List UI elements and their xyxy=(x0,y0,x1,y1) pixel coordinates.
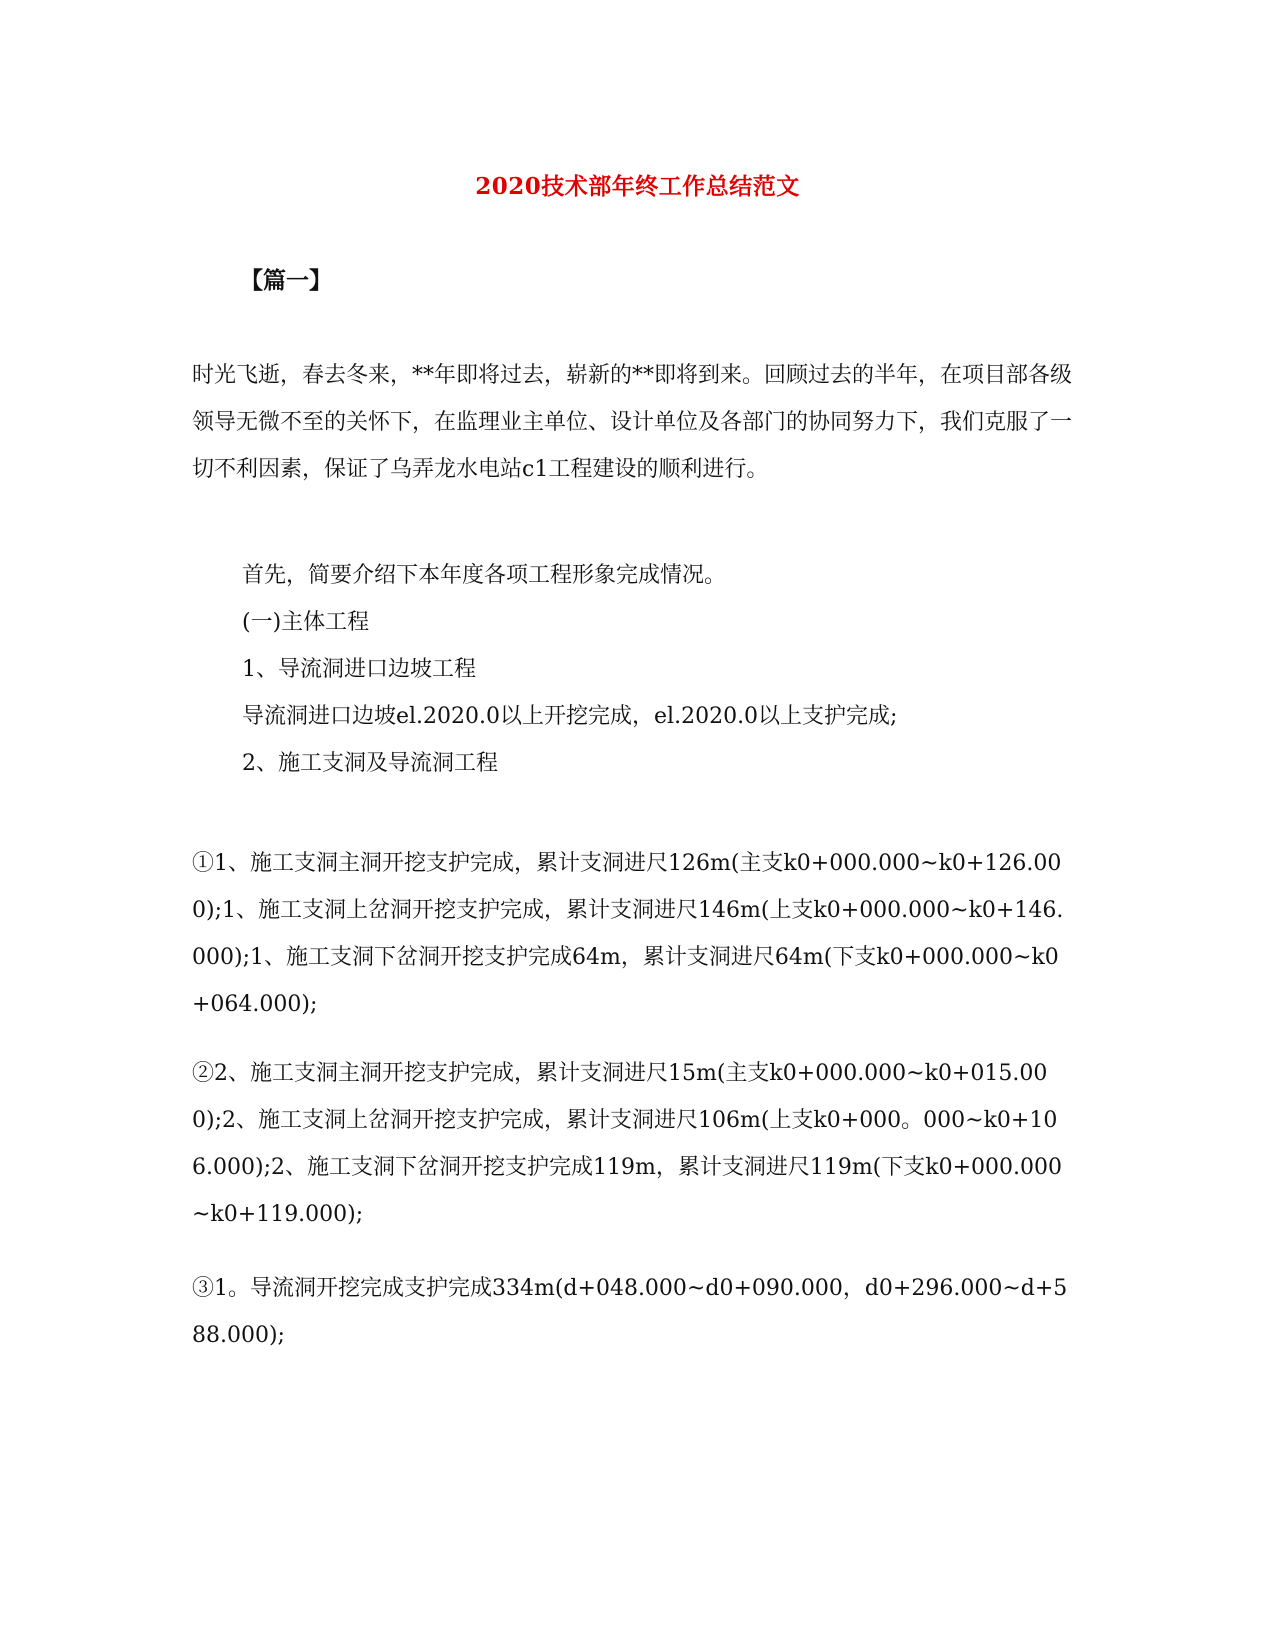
progress-item-3: ③1。导流洞开挖完成支护完成334m(d+048.000~d0+090.000，d0+296.000~d+588.000); xyxy=(192,1276,1068,1348)
inlet-slope-status: 导流洞进口边坡el.2020.0以上开挖完成，el.2020.0以上支护完成; xyxy=(242,704,898,729)
subsection-heading-tunnels: 2、施工支洞及导流洞工程 xyxy=(242,751,498,776)
document-title: 2020技术部年终工作总结范文 xyxy=(475,173,800,200)
progress-item-1: ①1、施工支洞主洞开挖支护完成，累计支洞进尺126m(主支k0+000.000~k0+126.000);1、施工支洞上岔洞开挖支护完成，累计支洞进尺146m(上支k0+000.000~k0+146.000);1、施工支洞下岔洞开挖支护完成64m，累计支洞进尺64m(下支k0+000.000~k0+064.000); xyxy=(192,851,1064,1017)
intro-paragraph: 时光飞逝，春去冬来，**年即将过去，崭新的**即将到来。回顾过去的半年，在项目部各级领导无微不至的关怀下，在监理业主单位、设计单位及各部门的协同努力下，我们克服了一切不利因素，保证了乌弄龙水电站c1工程建设的顺利进行。 xyxy=(192,363,1073,482)
overview-lines xyxy=(242,552,897,787)
section-heading-main-works: (一)主体工程 xyxy=(242,610,370,635)
overview-line: 首先，简要介绍下本年度各项工程形象完成情况。 xyxy=(242,563,727,588)
progress-item-2: ②2、施工支洞主洞开挖支护完成，累计支洞进尺15m(主支k0+000.000~k0+015.000);2、施工支洞上岔洞开挖支护完成，累计支洞进尺106m(上支k0+000。000~k0+106.000);2、施工支洞下岔洞开挖支护完成119m，累计支洞进尺119m(下支k0+000.000~k0+119.000); xyxy=(192,1061,1063,1227)
section-label: 【篇一】 xyxy=(240,267,332,294)
subsection-heading-inlet-slope: 1、导流洞进口边坡工程 xyxy=(242,657,476,682)
